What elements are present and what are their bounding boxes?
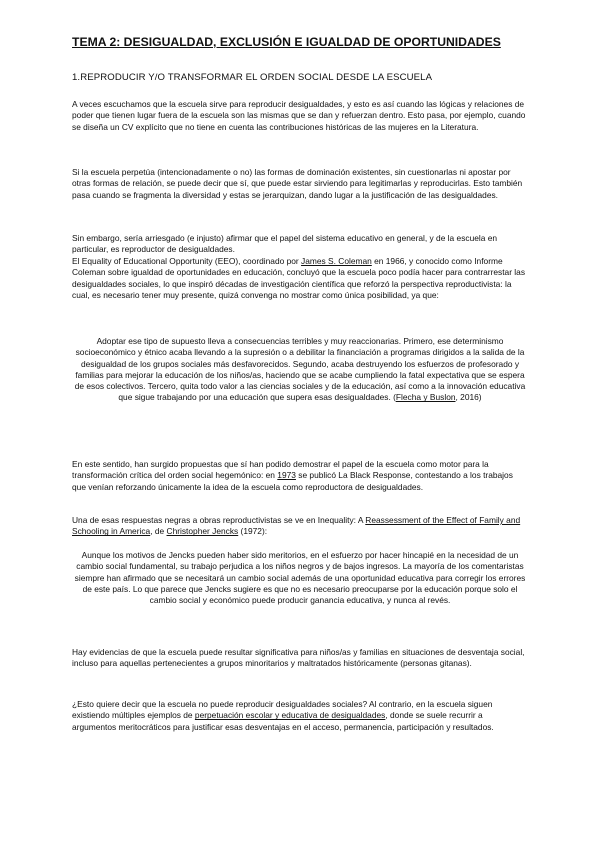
paragraph-1: A veces escuchamos que la escuela sirve para reproducir desigualdades, y esto es así cuando las lógicas y relaciones de poder que tienen lugar fuera de la escuela son las mismas que se dan y refuerzan dentro. Esto pasa, por ejemplo, cuando se diseña un CV explícito que no tiene en cuenta las contribuciones históricas de las mujeres en la Literatura. bbox=[72, 99, 526, 132]
coleman-link[interactable]: James S. Coleman bbox=[301, 256, 372, 266]
blockquote-1 bbox=[72, 336, 528, 404]
blockquote-1-text: Adoptar ese tipo de supuesto lleva a consecuencias terribles y muy reaccionarias. Primero, ese determinismo socioeconómico y étnico acaba llevando a la supresión o a debilitar la financiación a programas dirigidos a la salida de la desigualdad de los grupos sociales más desfavorecidos. Segundo, acaba destruyendo los esfuerzos de profesorado y familias para mejorar la educación de los niños/as, haciendo que se acabe cumpliendo la fatal expectativa que se espera de esos colectivos. Tercero, quita todo valor a las ciencias sociales y de la educación, así como a la innovación educativa que sigue trabajando por una educación que supera esas desigualdades. bbox=[74, 336, 526, 403]
paragraph-7: Hay evidencias de que la escuela puede resultar significativa para niños/as y familias en situaciones de desventaja social, incluso para aquellas pertenecientes a grupos minoritarios y maltratados históricamente (personas gitanas). bbox=[72, 647, 525, 669]
document-title: TEMA 2: DESIGUALDAD, EXCLUSIÓN E IGUALDAD DE OPORTUNIDADES bbox=[72, 35, 501, 49]
section-heading: 1.REPRODUCIR Y/O TRANSFORMAR EL ORDEN SOCIAL DESDE LA ESCUELA bbox=[72, 72, 433, 83]
paragraph-6-text-c: (1972): bbox=[238, 526, 268, 537]
paragraph-5-text-a: En este sentido, han surgido propuestas que sí han podido demostrar el papel de la escuela como motor para la transformación crítica del orden social hegemónico: en bbox=[72, 459, 489, 481]
paragraph-6 bbox=[72, 515, 528, 538]
paragraph-3: Sin embargo, sería arriesgado (e injusto) afirmar que el papel del sistema educativo en general, y de la escuela en particular, es reproductor de desigualdades. bbox=[72, 233, 498, 255]
paragraph-5-text-b: se publicó La Black Response, contestando a los trabajos que venían reforzando únicamente la idea de la escuela como reproductora de desigualdades. bbox=[72, 470, 513, 492]
reassessment-link[interactable]: Reassessment of the Effect of Family and Schooling in America bbox=[72, 515, 521, 537]
paragraph-4-text-b: en 1966, y conocido como Informe Coleman sobre igualdad de oportunidades en educación, concluyó que la escuela poco podía hacer para contrarrestar las desigualdades sociales, lo que inspiró décadas de investigación científica que reforzó la perspectiva reproductivista: la cual, es necesario tener muy presente, quizá convenga no mostrar como única posibilidad, ya que: bbox=[72, 256, 526, 300]
paragraph-6-text-a: Una de esas respuestas negras a obras reproductivistas se ve en Inequality: A bbox=[72, 515, 366, 525]
citation-open: ( bbox=[393, 392, 396, 403]
paragraph-8 bbox=[72, 699, 528, 733]
paragraph-8-text-b: , donde se suele recurrir a argumentos meritocráticos para justificar esas desventajas en el acceso, permanencia, participación y resultados. bbox=[72, 710, 494, 732]
paragraph-6-text-b: , de bbox=[150, 526, 167, 537]
paragraph-8-text-a: ¿Esto quiere decir que la escuela no puede reproducir desigualdades sociales? Al contrario, en la escuela siguen existiendo múltiples ejemplos de bbox=[72, 699, 493, 721]
paragraph-4 bbox=[72, 256, 528, 301]
blockquote-2: Aunque los motivos de Jencks pueden haber sido meritorios, en el esfuerzo por hacer hincapié en la necesidad de un cambio social fundamental, su trabajo perjudica a los niños negros y de bajos ingresos. La mayoría de los comentaristas siempre han afirmado que se necesitará un cambio social además de una oportunidad educativa para corregir los errores de este país. Lo que parece que Jencks sugiere es que no es necesario preocuparse por la educación porque solo el cambio social y económico puede producir ganancia educativa, y nunca al revés. bbox=[74, 550, 526, 606]
year-1973-link[interactable]: 1973 bbox=[277, 470, 296, 481]
paragraph-5 bbox=[72, 459, 528, 493]
jencks-link[interactable]: Christopher Jencks bbox=[166, 526, 239, 537]
paragraph-4-text-a: El Equality of Educational Opportunity (EEO), coordinado por bbox=[72, 256, 302, 266]
paragraph-2: Si la escuela perpetúa (intencionadamente o no) las formas de dominación existentes, sin cuestionarlas ni apostar por otras formas de relación, se puede decir que sí, que puede estar sirviendo para legitimarlas y reproducirlas. Esto también pasa cuando se fragmenta la diversidad y estas se jerarquizan, dando lugar a la justificación de las desigualdades. bbox=[72, 167, 523, 200]
flecha-buslon-link[interactable]: Flecha y Buslon bbox=[395, 392, 456, 403]
perpetuacion-link[interactable]: perpetuación escolar y educativa de desigualdades bbox=[194, 710, 386, 721]
citation-year: , 2016) bbox=[455, 392, 482, 403]
